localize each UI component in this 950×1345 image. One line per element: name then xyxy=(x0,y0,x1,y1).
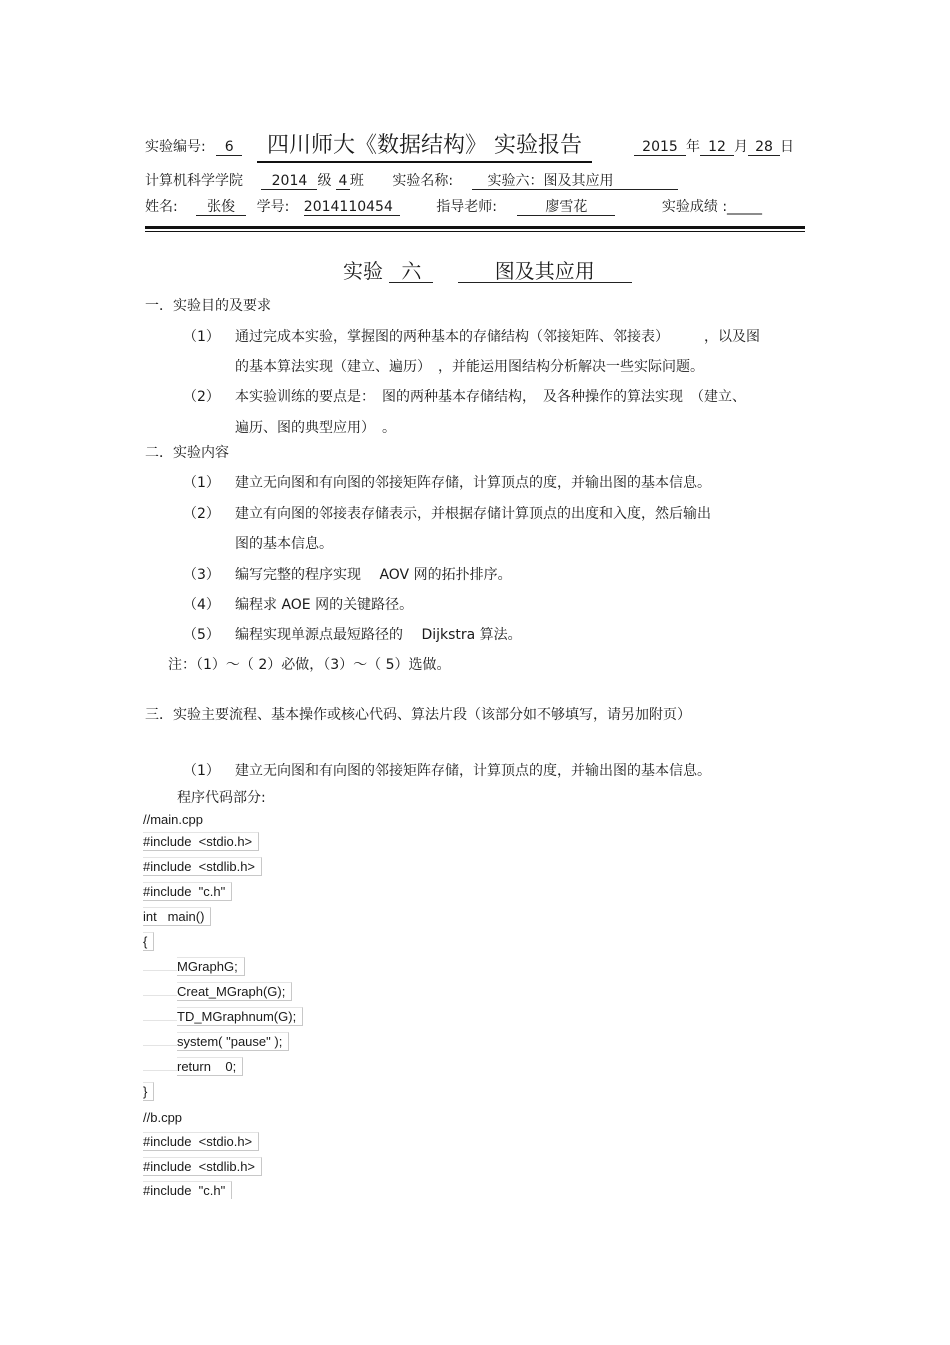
code-text-15: #include <stdlib.h> xyxy=(143,1157,262,1176)
code-line-15 xyxy=(143,1157,262,1176)
s2-item5: 编程实现单源点最短路径的 Dijkstra 算法。 xyxy=(235,627,522,643)
s2-item3: 编写完整的程序实现 AOV 网的拓扑排序。 xyxy=(235,567,512,583)
date-year-unit: 年 xyxy=(686,139,700,155)
student-id: 2014110454 xyxy=(304,199,400,216)
section-3-title: 三．实验主要流程、基本操作或核心代码、算法片段（该部分如不够填写，请另加附页） xyxy=(145,707,691,723)
code-line-5 xyxy=(143,907,211,926)
code-line-8 xyxy=(143,982,292,1001)
s2-item2-num: （2） xyxy=(183,506,220,522)
code-text-7: MGraphG; xyxy=(177,957,245,976)
s2-item4: 编程求 AOE 网的关键路径。 xyxy=(235,597,414,613)
code-line-11 xyxy=(143,1057,243,1076)
s3-item1: 建立无向图和有向图的邻接矩阵存储，计算顶点的度，并输出图的基本信息。 xyxy=(235,763,711,779)
exp-no-label: 实验编号: xyxy=(145,139,206,155)
experiment-heading xyxy=(343,255,632,284)
date-day: 28 xyxy=(748,139,780,156)
header-date xyxy=(634,136,794,156)
code-line-2 xyxy=(143,832,259,851)
score-label: 实验成绩 :_____ xyxy=(661,199,763,215)
code-line-6 xyxy=(143,932,154,951)
date-month: 12 xyxy=(700,139,734,156)
code-text-9: TD_MGraphnum(G); xyxy=(177,1007,303,1026)
code-text-16: #include "c.h" xyxy=(143,1181,232,1199)
code-line-4 xyxy=(143,882,232,901)
date-day-unit: 日 xyxy=(780,139,794,155)
code-text-2: #include <stdio.h> xyxy=(143,832,259,851)
s1-item2-line2: 遍历、图的典型应用） 。 xyxy=(235,420,396,436)
section-2-title: 二．实验内容 xyxy=(145,445,229,461)
s2-item2-line2: 图的基本信息。 xyxy=(235,536,333,552)
code-line-10 xyxy=(143,1032,289,1051)
s2-item5-num: （5） xyxy=(183,627,220,643)
exp-name-label: 实验名称: xyxy=(392,173,454,189)
teacher-label: 指导老师: xyxy=(436,199,497,215)
code-text-8: Creat_MGraph(G); xyxy=(177,982,292,1001)
date-year: 2015 xyxy=(634,139,686,156)
heading-number: 六 xyxy=(389,260,433,283)
s2-item1: 建立无向图和有向图的邻接矩阵存储，计算顶点的度，并输出图的基本信息。 xyxy=(235,475,711,491)
code-text-3: #include <stdlib.h> xyxy=(143,857,262,876)
code-text-14: #include <stdio.h> xyxy=(143,1132,259,1151)
exp-no-value: 6 xyxy=(216,139,242,156)
grade-unit: 级 xyxy=(317,173,332,189)
header-row-3 xyxy=(145,196,762,216)
heading-prefix: 实验 xyxy=(343,259,383,283)
s1-item2-num: （2） xyxy=(183,389,220,405)
exp-name-text: 实验六：图及其应用 xyxy=(487,173,614,189)
class-no: 4 xyxy=(336,173,350,190)
date-month-unit: 月 xyxy=(734,139,748,155)
code-line-13: //b.cpp xyxy=(143,1110,183,1125)
s2-item3-num: （3） xyxy=(183,567,220,583)
code-line-3 xyxy=(143,857,262,876)
section-1-title: 一．实验目的及要求 xyxy=(145,298,271,314)
code-line-16 xyxy=(143,1181,232,1199)
report-title: 四川师大《数据结构》 实验报告 xyxy=(257,128,592,163)
code-text-11: return 0; xyxy=(177,1057,243,1076)
name-label: 姓名: xyxy=(145,199,178,215)
code-text-6: { xyxy=(143,932,154,951)
header-rule-thick xyxy=(145,226,805,229)
code-line-9 xyxy=(143,1007,303,1026)
s1-item2-line1: 本实验训练的要点是： 图的两种基本存储结构， 及各种操作的算法实现 （建立、 xyxy=(235,389,746,405)
code-text-4: #include "c.h" xyxy=(143,882,232,901)
code-line-14 xyxy=(143,1132,259,1151)
code-section-label: 程序代码部分: xyxy=(177,790,266,806)
exp-name xyxy=(472,173,678,190)
code-line-1: //main.cpp xyxy=(143,812,203,827)
grade: 2014 xyxy=(261,173,317,190)
section-2-note: 注：（1）～（ 2）必做，（3）～（ 5）选做。 xyxy=(168,657,451,673)
s1-item1-line1: 通过完成本实验，掌握图的两种基本的存储结构（邻接矩阵、邻接表） ，以及图 xyxy=(235,329,760,345)
code-text-10: system( "pause" ); xyxy=(177,1032,289,1051)
header-row-2 xyxy=(145,170,678,190)
s2-item1-num: （1） xyxy=(183,475,220,491)
s2-item2-line1: 建立有向图的邻接表存储表示，并根据存储计算顶点的出度和入度，然后输出 xyxy=(235,506,711,522)
student-name: 张俊 xyxy=(196,199,246,216)
s1-item1-num: （1） xyxy=(183,329,220,345)
code-text-12: } xyxy=(143,1082,154,1101)
header-row-1 xyxy=(145,136,242,156)
code-line-12 xyxy=(143,1082,154,1101)
s1-item1-line2: 的基本算法实现（建立、遍历） ，并能运用图结构分析解决一些实际问题。 xyxy=(235,359,704,375)
college: 计算机科学学院 xyxy=(145,173,243,189)
teacher-name: 廖雪花 xyxy=(517,199,615,216)
s3-item1-num: （1） xyxy=(183,763,220,779)
code-text-5: int main() xyxy=(143,907,211,926)
class-unit: 班 xyxy=(349,173,364,189)
s2-item4-num: （4） xyxy=(183,597,220,613)
heading-topic: 图及其应用 xyxy=(458,260,632,283)
header-rule-thin xyxy=(145,231,805,232)
id-label: 学号: xyxy=(256,199,290,215)
code-line-7 xyxy=(143,957,245,976)
